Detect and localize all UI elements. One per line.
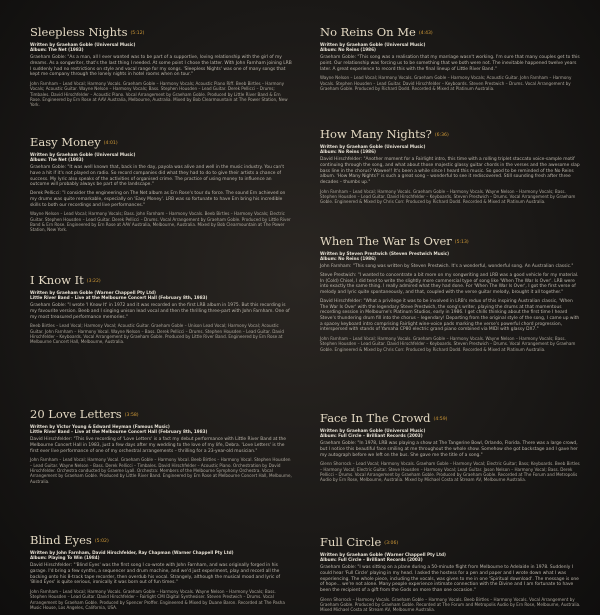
song-title-text: No Reins On Me <box>320 25 416 39</box>
song-meta-line: Album: The Net (1983) <box>30 46 84 52</box>
song-credits: Wayne Nelson – Lead Vocal; Harmony Vocals. Graeham Goble – Harmony Vocals; Acoustic Guitar. John Farnham – Harmony Vocals. Stephen Housden – Lead Guitar. David Hirschfelder – Keyboards. Steven Prestwich – Drums. Vocal Arrangement by Graeham Goble. Produced by Richard Dodd. Recorded & Mixed at Platinum Australia. <box>320 75 572 92</box>
song-title <box>30 534 292 548</box>
song-length: (4:01) <box>103 140 118 146</box>
song-meta-line: Written by Graeham Goble (Warner Chappell Pty Ltd) <box>320 551 446 557</box>
song-meta-line: Album: Full Circle – Brilliant Records (2003) <box>320 432 423 438</box>
song-credits: John Farnham – Lead Vocal; Harmony Vocals. Graeham Goble – Harmony Vocals. Wayne Nelson – Harmony Vocals; Bass. Stephen Housden – Lead Guitar. David Hirschfelder – Keyboards. Steven Prestwich – Drums. Vocal Arrangement by Graeham Goble. Engineered & Mixed by Chris Corr. Produced by Richard Dodd. Recorded & Mixed at Platinum Australia. <box>320 188 576 205</box>
song-entry <box>30 408 292 484</box>
song-entry <box>30 274 292 345</box>
song-length: (4:59) <box>433 416 448 422</box>
song-credits: Beeb Birtles – Lead Vocal; Harmony Vocal; Acoustic Guitar. Graeham Goble – Unison Lead Vocal; Harmony Vocal; Acoustic Guitar. John Farnham – Harmony Vocal. Wayne Nelson – Bass. Derek Pellicci – Drums. Stephen Housden – Lead Guitar. David Hirschfelder – Keyboards. Vocal Arrangement by Graeham Goble. Produced by Little River Band. Engineered by Ern Rose at Melbourne Concert Hall, Melbourne, Australia. <box>30 323 285 345</box>
song-length: (3:58) <box>124 412 139 418</box>
song-title-text: Face In The Crowd <box>320 411 431 425</box>
song-title <box>320 128 582 142</box>
song-title-text: Blind Eyes <box>30 533 92 547</box>
song-quote: David Hirschfelder: "This live recording of 'Love Letters' is a fact my debut performance with Little River Band at the Melbourne Concert Hall in 1983, just a few days after my wedding to the love of my life, Debra. 'Love Letters' is the first ever live performance of one of my orchestral arrangements – thrilling for a 23-year-old musician." <box>30 437 286 454</box>
song-meta-line: Written by Steven Prestwich (Steven Prestwich Music) <box>320 250 450 256</box>
song-meta-line: Written by Victor Young & Edward Heyman (Famous Music) <box>30 423 170 429</box>
song-title-text: Easy Money <box>30 135 101 149</box>
song-entry <box>30 534 292 610</box>
song-length: (3:06) <box>384 540 399 546</box>
song-entry <box>320 26 582 91</box>
song-meta-line: Little River Band – Live at the Melbourne Concert Hall (February 8th, 1983) <box>30 428 208 434</box>
song-entry <box>320 128 582 205</box>
song-length: (3:22) <box>86 278 101 284</box>
song-quote: David Hirschfelder: "Another moment for a Fairlight intro, this time with a rolling triplet staccato voice-sample motif continuing through the song, and what about those majestic glassy guitar chords in the verses and the awesome slap bass line in the chorus? Wowee!! It's been a while since I heard this music. So good to be reminded of the No Reins album. 'How Many Nights?' is such a great song – wonderful to see it rediscovered. Still sounding fresh after three decades – thumbs up." <box>320 157 580 186</box>
song-credits: Glenn Shorrock – Lead Vocal; Harmony Vocals. Graeham Goble – Harmony Vocal; Electric Guitar; Bass; Keyboards. Beeb Birtles – Harmony Vocal; Electric Guitar. Steve Housden – Harmony Vocal; Lead Guitar. Jason Nelson – Harmony Vocal; Bass. Derek Pellicci – Drums. Vocal Arrangement by Graeham Goble. Produced by Graeham Goble. Recorded at The Forum and Metropolis Audio by Ern Rose, Melbourne, Australia. Mixed by Michael Costa at Stream AV, Melbourne Australia. <box>320 461 580 483</box>
song-meta-line: Album: No Reins (1986) <box>320 46 376 52</box>
song-title <box>320 536 582 550</box>
song-meta-line: Written by Graeham Goble (Universal Music) <box>320 143 426 149</box>
song-quote: David Hirschfelder: "What a privilege it was to be involved in LRB's redux of this inspiring Australian classic, 'When The War Is Over' with the legendary Steve Prestwich, the song's writer, playing the drums at that momentous recording session in Melbourne's Platinum Studios, early in 1986. I get chills thinking about the first time I heard Steve's thundering drum fill into the chorus – legendary! Departing from the original style of the song, I came up with a spacey keyboard intro comprising Fairlight wine-voice pads marking the verse's powerful chord progression, interspersed with stands of Yamaha CP80 electric grand piano combined via MIDI with glassy DX7." <box>320 298 580 333</box>
song-credits: Glenn Shorrock – Harmony Vocals. Graeham Goble – Harmony Vocals. Beeb Birtles – Harmony Vocals. Vocal Arrangement by Graeham Goble. Produced by Graeham Goble. Recorded at The Forum and Metropolis Audio by Ern Rose, Melbourne, Australia. Mixed Michael Costa at Stream AV, Melbourne Australia. <box>320 596 581 613</box>
song-entry <box>320 536 582 613</box>
song-quote: Graeham Goble: "This song was a realisation that my marriage wasn't working. I'm sure that many couples get to this point. Our relationship was forcing us to be something that we both were not. The inevitable happened twelve years later. A great experience to record this with the final lineup of Little River Band." <box>320 55 580 72</box>
song-meta-line: Written by Graeham Goble (Universal Music) <box>30 151 136 157</box>
song-title <box>30 26 292 40</box>
song-title-text: How Many Nights? <box>320 127 432 141</box>
song-meta-line: Album: The Net (1983) <box>30 156 84 162</box>
song-meta-line: Written by John Farnham, David Hirschfelder, Ray Chapman (Warner Chappell Pty Ltd) <box>30 549 234 555</box>
song-title <box>30 274 292 288</box>
song-meta-line: Little River Band – Live at the Melbourne Concert Hall (February 8th, 1983) <box>30 294 208 300</box>
song-meta-line: Album: Playing To Win (1984) <box>30 554 100 560</box>
song-title-text: I Know It <box>30 273 84 287</box>
song-meta-line: Written by Graeham Goble (Warner Chappell Pty Ltd) <box>30 289 156 295</box>
song-length: (4:43) <box>418 30 433 36</box>
song-title <box>320 235 582 249</box>
song-title-text: Sleepless Nights <box>30 25 128 39</box>
song-length: (5:13) <box>454 239 469 245</box>
song-title-text: When The War Is Over <box>320 234 452 248</box>
song-quote: Derek Pellicci: "I consider the engineering on The Net album as Ern Rose's tour du force. The sound Ern achieved on my drums was quite remarkable, especially on 'Easy Money'. LRB was so fortunate to have Ern bring his incredible skills to both our recordings and live performances." <box>30 191 286 208</box>
song-meta-line: Album: Full Circle – Brilliant Records (2003) <box>320 556 423 562</box>
song-meta-line: Album: No Reins (1986) <box>320 255 376 261</box>
song-credits: John Farnham – Lead Vocal; Harmony Vocals. Graeham Goble – Harmony Vocals; Acoustic Piano Riff. Beeb Birtles – Harmony Vocals; Acoustic Guitar. Wayne Nelson – Harmony Vocals; Bass. Stephen Housden – Lead Guitar. Derek Pellicci – Drums; Timbales. David Hirschfelder – Acoustic Piano. Vocal Arrangement by Graeham Goble. Produced by Little River Band & Ern Rose. Engineered by Ern Rose at AAV Australia, Melbourne, Australia. Mixed by Bob Clearmountain at The Power Station, New York. <box>30 81 288 108</box>
song-quote: Steve Prestwich: "I wanted to concentrate a bit more on my songwriting and LRB was a good vehicle for my material. In (Cold) Chisel, I did tend to write the slightly more commercial type of song like 'When The War Is Over'. LRB were into exactly the same thing. I really admired what they had done. For 'When The War Is Over', I got the first verse of melody and lyric quite spontaneously, and that, coupled with the verse guitar melody, brought it all together." <box>320 273 579 296</box>
song-quote: Graeham Goble: "It was well known that, back in the day, payola was alive and well in the music industry. You can't have a hit if it's not played on radio. So record companies did what they had to do to give their artists a chance of success. My lyric also speaks of the activities of organised crime. The practice of using money to influence an outcome will probably always be part of the landscape." <box>30 165 285 188</box>
song-credits: Wayne Nelson – Lead Vocal; Harmony Vocals; Bass. John Farnham – Harmony Vocals. Beeb Birtles – Harmony Vocals; Electric Guitar. Stephen Housden – Lead Guitar. Derek Pellicci – Drums. Vocal Arrangement by Graeham Goble. Produced by Little River Band & Ern Rose. Engineered by Ern Rose at AAV Australia, Melbourne, Australia. Mixed by Bob Clearmountain at The Power Station, New York. <box>30 211 291 233</box>
song-title <box>320 412 582 426</box>
song-title-text: 20 Love Letters <box>30 407 122 421</box>
song-entry <box>30 26 292 108</box>
song-quote: Graeham Goble: "In 1978, LRB was playing a show at The Tangerine Bowl, Orlando, Florida. There was a large crowd, but I notice this beautiful face smiling at me throughout the whole show. Somehow she got backstage and I gave her my autograph before we left on the bus. She gave me the title of a song." <box>320 441 578 458</box>
song-meta-line: Written by Graeham Goble (Universal Music) <box>30 41 136 47</box>
song-length: (5:12) <box>130 30 145 36</box>
song-entry <box>320 412 582 483</box>
song-quote: David Hirschfelder: "'Blind Eyes' was the first song I co-wrote with John Farnham, and was originally forged in his garage. I'd bring a few synths, a sequencer and drum machine, and we'd just experiment, play and record all the backing onto his 8-track tape recorder, then overdub his vocal. Strangely, although the musical mood and lyric of 'Blind Eyes' is quite serious, ironically it was born out of fun times." <box>30 563 281 586</box>
song-credits: John Farnham – Lead Vocal; Harmony Vocals. Graeham Goble – Harmony Vocals. Wayne Nelson – Harmony Vocals; Bass. Stephen Housden – Lead Guitar. David Hirschfelder – Fairlight CMI Digital Synthesiser. Steven Prestwich – Drums. Vocal Arrangement by Graeham Goble. Produced by Spencer Proffer. Engineered & Mixed by Duane Baron. Recorded at The Pasha Music House, Los Angeles, California, USA. <box>30 589 285 611</box>
song-quote: Graeham Goble: "I wrote 'I Know It' in 1972 and it was recorded on the first LRB album in 1975. But this recording is my favourite version. Beeb and I singing unison lead vocal and then the thrilling three-part with John Farnham. One of my most treasured performance memories." <box>30 303 290 320</box>
song-meta-line: Written by Graeham Goble (Universal Music) <box>320 427 426 433</box>
song-entry <box>30 136 292 232</box>
song-meta-line: Written by Graeham Goble (Universal Music) <box>320 41 426 47</box>
song-quote: John Farnham: "This song was written by Steven Prestwich. It's a wonderful, wonderful song. An Australian classic." <box>320 264 574 270</box>
song-length: (6:36) <box>434 132 449 138</box>
song-quote: Graeham Goble: "I was sitting on a plane during a 50-minute flight from Melbourne to Adelaide in 1978. Suddenly I could hear 'Full Circle' playing in my head. I asked the hostess for a pen and paper and I wrote down what I was experiencing. The whole piece, including the vocals, was given to me in one 'Spiritual download'. The message is one of hope... we're not alone. Many people experience intimate connection with the Divine and I am fortunate to have been the recipient of a gift from the Gods on more than one occasion." <box>320 565 579 594</box>
song-title-text: Full Circle <box>320 535 382 549</box>
song-meta-line: Album: No Reins (1986) <box>320 148 376 154</box>
song-title <box>30 136 292 150</box>
song-quote: Graeham Goble: "As a man, all I ever wanted was to be part of a supportive, loving relationship with the girl of my dreams. As a songwriter, that's the last thing I needed. At some point I chose the latter. With John Farnham joining LRB I suddenly had no restrictions on style and vocal range for my songs. 'Sleepless Nights' was one of many songs that kept me company through the lonely nights in hotel rooms when on tour." <box>30 55 292 78</box>
song-credits: John Farnham – Lead Vocal; Harmony Vocal. Graeham Goble – Harmony Vocal. Beeb Birtles – Harmony Vocal. Stephen Housden – Lead Guitar. Wayne Nelson – Bass. Derek Pellicci – Timbales. David Hirschfelder – Acoustic Piano. Orchestration by David Hirschfelder. Orchestra conducted by Graeme Lyall. Orchestra: Members of the Melbourne Symphony Orchestra. Vocal Arrangement by Graeham Goble. Produced by Little River Band. Engineered by Ern Rose at Melbourne Concert Hall, Melbourne, Australia. <box>30 457 292 484</box>
song-entry <box>320 235 582 352</box>
song-title <box>30 408 292 422</box>
song-title <box>320 26 582 40</box>
song-length: (5:02) <box>94 538 109 544</box>
song-credits: John Farnham – Lead Vocal; Harmony Vocals. Graeham Goble – Harmony Vocals. Wayne Nelson – Harmony Vocals; Bass. Stephen Housden – Lead Guitar. David Hirschfelder – Keyboards. Steven Prestwich – Drums. Vocal Arrangement by Graeham Goble. Engineered & Mixed by Chris Corr. Produced by Richard Dodd. Recorded & Mixed at Platinum Australia. <box>320 336 576 352</box>
